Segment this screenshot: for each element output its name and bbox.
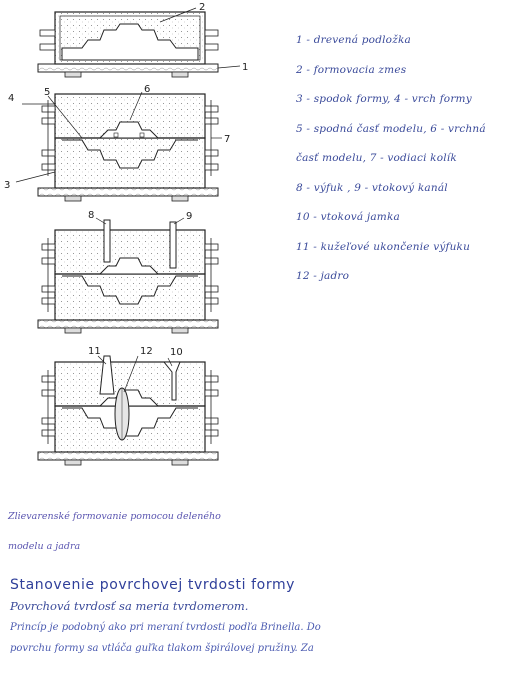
legend-item-9: 12 - jadro [296,270,350,282]
legend-item-4: 5 - spodná časť modelu, 6 - vrchná [296,122,486,135]
label-9: 9 [186,211,193,222]
label-12: 12 [140,346,153,357]
section-heading: Stanovenie povrchovej tvrdosti formy [10,577,296,593]
legend-item-7: 10 - vtoková jamka [296,211,400,223]
legend [296,34,511,300]
stage-1-pattern-on-board [38,2,248,77]
body-line-2: povrchu formy sa vtláča guľka tlakom špirálovej pružiny. Za [10,643,314,654]
label-7: 7 [224,134,231,145]
legend-item-2: 2 - formovacia zmes [296,63,407,76]
legend-item-6: 8 - výfuk , 9 - vtokový kanál [296,181,448,194]
section-subheading: Povrchová tvrdosť sa meria tvrdomerom. [10,599,249,613]
figure-caption [8,502,268,562]
label-5: 5 [44,87,51,98]
label-11: 11 [88,346,101,357]
caption-line-2: modelu a jadra [8,541,81,552]
legend-item-8: 11 - kužeľové ukončenie výfuku [296,240,471,253]
legend-item-1: 1 - drevená podložka [296,34,411,46]
label-3: 3 [4,180,11,191]
stage-3-sprue-and-riser [38,210,218,333]
label-8: 8 [88,210,95,221]
label-10: 10 [170,347,183,358]
caption-line-1: Zlievarenské formovanie pomocou deleného [8,511,221,522]
label-1: 1 [242,62,249,73]
notes-section [10,574,515,659]
label-2: 2 [199,2,206,13]
legend-item-3: 3 - spodok formy, 4 - vrch formy [296,93,472,105]
molding-figure [0,0,300,480]
stage-4-mold-with-core [38,346,218,465]
legend-item-5: časť modelu, 7 - vodiaci kolík [296,152,457,164]
stage-2-assembled-flask [4,84,230,201]
label-6: 6 [144,84,151,95]
body-line-1: Princíp je podobný ako pri meraní tvrdosti podľa Brinella. Do [10,622,321,633]
label-4: 4 [8,93,15,104]
